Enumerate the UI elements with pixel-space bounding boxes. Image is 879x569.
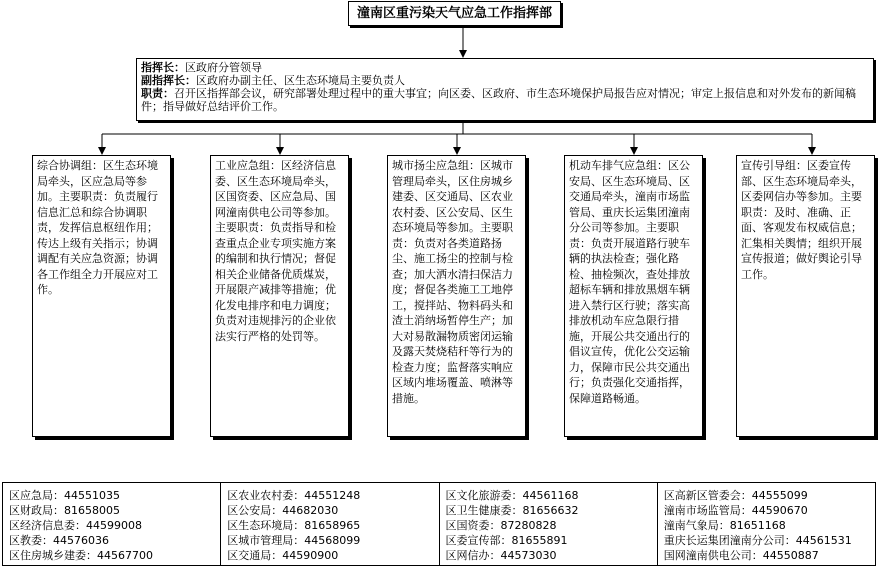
duty-value: 召开区指挥部会议，研究部署处理过程中的重大事宜；向区委、区政府、市生态环境保护局报告应对情况；审定上报信息和对外发布的新闻稿件；指导做好总结评价工作。 xyxy=(141,87,856,113)
contact-entry: 区国资委：87280828 xyxy=(445,519,557,532)
contact-entry: 潼南气象局：81651168 xyxy=(663,519,786,532)
contact-entry: 区农业农村委：44551248 xyxy=(227,489,361,502)
contact-entry: 重庆长运集团潼南分公司：44561531 xyxy=(663,534,852,547)
duty-label: 职责： xyxy=(141,87,174,100)
contact-entry: 区教委：44576036 xyxy=(9,534,109,547)
commander-value: 区政府分管领导 xyxy=(185,61,262,74)
page-title: 潼南区重污染天气应急工作指挥部 xyxy=(348,1,561,26)
contact-entry: 区财政局：81658005 xyxy=(9,504,120,517)
contact-entry: 区委宣传部：81655891 xyxy=(445,534,568,547)
contacts-column-3 xyxy=(440,483,658,565)
group-box-urban-dust: 城市扬尘应急组：区城市管理局牵头，区住房城乡建委、区交通局、区农业农村委、区公安局、区生态环境局等参加。主要职责：负责对各类道路扬尘、施工扬尘的控制与检查；加大洒水清扫保洁力度；督促各类施工工地停工，搅拌站、物料码头和渣土消纳场暂停生产；加大对易散漏物质密闭运输及露天焚烧秸秆等行为的检查力度；监督落实响应区域内堆场覆盖、喷淋等措施。 xyxy=(387,155,526,437)
contact-entry: 区文化旅游委：44561168 xyxy=(445,489,579,502)
contact-entry: 潼南市场监管局：44590670 xyxy=(663,504,808,517)
group-box-publicity: 宣传引导组：区委宣传部、区生态环境局牵头，区委网信办等参加。主要职责：及时、准确、正面、客观发布权威信息；汇集相关舆情；组织开展宣传报道；做好舆论引导工作。 xyxy=(736,155,875,437)
commander-label: 指挥长： xyxy=(141,61,185,74)
contact-entry: 区高新区管委会：44555099 xyxy=(663,489,808,502)
group-box-industry: 工业应急组：区经济信息委、区生态环境局牵头，区国资委、区应急局、国网潼南供电公司等参加。主要职责：负责指导和检查重点企业专项实施方案的编制和执行情况；督促相关企业储备优质煤炭，开展限产减排等措施；优化发电排序和电力调度；负责对违规排污的企业依法实行严格的处罚等。 xyxy=(210,155,349,437)
contact-entry: 区城市管理局：44568099 xyxy=(227,534,361,547)
contact-entry: 区住房城乡建委：44567700 xyxy=(9,549,153,562)
contact-entry: 区卫生健康委：81656632 xyxy=(445,504,579,517)
contact-entry: 区网信办：44573030 xyxy=(445,549,557,562)
contact-entry: 区公安局：44682030 xyxy=(227,504,339,517)
contacts-column-1 xyxy=(3,483,221,565)
contact-entry: 区交通局：44590900 xyxy=(227,549,339,562)
command-box xyxy=(136,58,874,121)
commander-line xyxy=(141,61,869,74)
deputy-label: 副指挥长： xyxy=(141,74,196,87)
deputy-value: 区政府办副主任、区生态环境局主要负责人 xyxy=(196,74,405,87)
duty-line xyxy=(141,87,869,113)
contacts-column-2 xyxy=(221,483,439,565)
contacts-table xyxy=(2,482,876,566)
contact-entry: 国网潼南供电公司：44550887 xyxy=(663,549,819,562)
contact-entry: 区经济信息委：44599008 xyxy=(9,519,142,532)
group-box-vehicle: 机动车排气应急组：区公安局、区生态环境局、区交通局牵头，潼南市场监管局、重庆长运集团潼南分公司等参加。主要职责：负责开展道路行驶车辆的执法检查；强化路检、抽检频次，查处排放超标车辆和排放黑烟车辆进入禁行区行驶；落实高排放机动车应急限行措施，开展公共交通出行的倡议宣传，优化公交运输力，保障市民公共交通出行；负责强化交通指挥，保障道路畅通。 xyxy=(564,155,703,437)
contact-entry: 区应急局：44551035 xyxy=(9,489,120,502)
contact-entry: 区生态环境局：81658965 xyxy=(227,519,361,532)
contacts-column-4 xyxy=(658,483,875,565)
group-box-coordination: 综合协调组：区生态环境局牵头，区应急局等参加。主要职责：负责履行信息汇总和综合协调职责，发挥信息枢纽作用；传达上级有关指示；协调调配有关应急资源；协调各工作组全力开展应对工作。 xyxy=(32,155,171,437)
deputy-line xyxy=(141,74,869,87)
